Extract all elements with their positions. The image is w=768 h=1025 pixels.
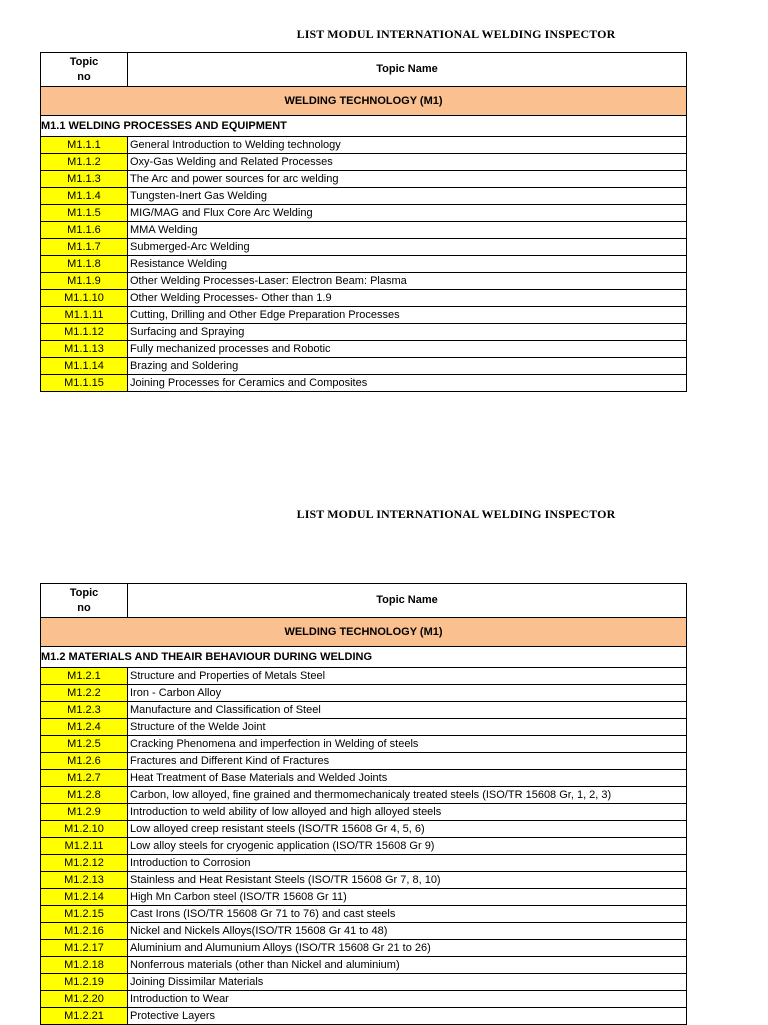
table-row [41, 940, 687, 957]
document-title: LIST MODUL INTERNATIONAL WELDING INSPECTOR [296, 27, 616, 41]
topic-name: MIG/MAG and Flux Core Arc Welding [128, 205, 687, 222]
topic-code: M1.1.6 [41, 222, 128, 239]
topic-code: M1.2.21 [41, 1008, 128, 1025]
topic-code: M1.2.17 [41, 940, 128, 957]
topic-name: General Introduction to Welding technology [128, 137, 687, 154]
section-title: M1.1 WELDING PROCESSES AND EQUIPMENT [41, 116, 687, 137]
topic-name: The Arc and power sources for arc welding [128, 171, 687, 188]
topic-code: M1.2.15 [41, 906, 128, 923]
table-row [41, 753, 687, 770]
topic-name: Brazing and Soldering [128, 358, 687, 375]
topic-code: M1.1.5 [41, 205, 128, 222]
header-row [41, 53, 687, 87]
topic-code: M1.1.12 [41, 324, 128, 341]
topic-code: M1.1.7 [41, 239, 128, 256]
table-row [41, 923, 687, 940]
topic-name: Cracking Phenomena and imperfection in Welding of steels [128, 736, 687, 753]
topic-name: Manufacture and Classification of Steel [128, 702, 687, 719]
table-row [41, 957, 687, 974]
table-row [41, 375, 687, 392]
table-row [41, 324, 687, 341]
table-row [41, 719, 687, 736]
section-row [41, 116, 687, 137]
table-row [41, 821, 687, 838]
section-row [41, 647, 687, 668]
topic-name: Introduction to Corrosion [128, 855, 687, 872]
topic-code: M1.1.14 [41, 358, 128, 375]
topic-code: M1.2.12 [41, 855, 128, 872]
topic-code: M1.1.3 [41, 171, 128, 188]
table-row [41, 974, 687, 991]
topic-table [40, 583, 687, 1025]
table-row [41, 872, 687, 889]
table-row [41, 1008, 687, 1025]
topic-name: MMA Welding [128, 222, 687, 239]
topic-code: M1.1.2 [41, 154, 128, 171]
topic-name: Submerged-Arc Welding [128, 239, 687, 256]
topic-code: M1.1.1 [41, 137, 128, 154]
topic-name: Low alloyed creep resistant steels (ISO/TR 15608 Gr 4, 5, 6) [128, 821, 687, 838]
topic-name: Carbon, low alloyed, fine grained and thermomechanicaly treated steels (ISO/TR 15608 Gr, 1, 2, 3) [128, 787, 687, 804]
topic-name: Heat Treatment of Base Materials and Welded Joints [128, 770, 687, 787]
topic-name: Stainless and Heat Resistant Steels (ISO/TR 15608 Gr 7, 8, 10) [128, 872, 687, 889]
topic-name: High Mn Carbon steel (ISO/TR 15608 Gr 11) [128, 889, 687, 906]
section-title: M1.2 MATERIALS AND THEAIR BEHAVIOUR DURING WELDING [41, 647, 687, 668]
topic-code: M1.2.2 [41, 685, 128, 702]
topic-code: M1.1.13 [41, 341, 128, 358]
topic-name-header: Topic Name [128, 53, 687, 87]
table-row [41, 154, 687, 171]
module-title: WELDING TECHNOLOGY (M1) [41, 87, 687, 116]
topic-code: M1.2.19 [41, 974, 128, 991]
topic-name: Introduction to weld ability of low alloyed and high alloyed steels [128, 804, 687, 821]
topic-no-header-line2: no [77, 70, 91, 83]
topic-code: M1.1.15 [41, 375, 128, 392]
table-row [41, 804, 687, 821]
topic-name: Fully mechanized processes and Robotic [128, 341, 687, 358]
topic-code: M1.2.1 [41, 668, 128, 685]
topic-code: M1.2.4 [41, 719, 128, 736]
table-row [41, 906, 687, 923]
table-row [41, 205, 687, 222]
topic-code: M1.2.20 [41, 991, 128, 1008]
topic-name: Structure and Properties of Metals Steel [128, 668, 687, 685]
table-row [41, 668, 687, 685]
table-row [41, 736, 687, 753]
module-title: WELDING TECHNOLOGY (M1) [41, 618, 687, 647]
table-row [41, 838, 687, 855]
topic-name: Low alloy steels for cryogenic application (ISO/TR 15608 Gr 9) [128, 838, 687, 855]
topic-code: M1.2.7 [41, 770, 128, 787]
table-row [41, 702, 687, 719]
topic-no-header-line1: Topic [69, 55, 99, 68]
table-row [41, 239, 687, 256]
table-row [41, 290, 687, 307]
topic-name: Resistance Welding [128, 256, 687, 273]
topic-no-header [41, 53, 128, 87]
topic-code: M1.1.11 [41, 307, 128, 324]
topic-name: Aluminium and Alumunium Alloys (ISO/TR 15608 Gr 21 to 26) [128, 940, 687, 957]
table-row [41, 358, 687, 375]
topic-code: M1.2.6 [41, 753, 128, 770]
topic-name: Introduction to Wear [128, 991, 687, 1008]
table-row [41, 341, 687, 358]
topic-name: Nickel and Nickels Alloys(ISO/TR 15608 Gr 41 to 48) [128, 923, 687, 940]
topic-no-header-line2: no [77, 601, 91, 614]
topic-code: M1.2.3 [41, 702, 128, 719]
topic-name: Structure of the Welde Joint [128, 719, 687, 736]
table-row [41, 307, 687, 324]
topic-name: Joining Dissimilar Materials [128, 974, 687, 991]
topic-name: Iron - Carbon Alloy [128, 685, 687, 702]
topic-name: Joining Processes for Ceramics and Composites [128, 375, 687, 392]
module-row [41, 87, 687, 116]
topic-code: M1.2.18 [41, 957, 128, 974]
topic-name-header: Topic Name [128, 584, 687, 618]
topic-table [40, 52, 687, 392]
topic-code: M1.2.5 [41, 736, 128, 753]
table-row [41, 188, 687, 205]
header-row [41, 584, 687, 618]
table-row [41, 171, 687, 188]
topic-code: M1.2.13 [41, 872, 128, 889]
topic-code: M1.1.9 [41, 273, 128, 290]
topic-name: Other Welding Processes- Other than 1.9 [128, 290, 687, 307]
topic-code: M1.1.8 [41, 256, 128, 273]
topic-name: Fractures and Different Kind of Fractures [128, 753, 687, 770]
table-row [41, 855, 687, 872]
table-row [41, 770, 687, 787]
module-row [41, 618, 687, 647]
topic-code: M1.1.4 [41, 188, 128, 205]
table-row [41, 685, 687, 702]
topic-code: M1.2.10 [41, 821, 128, 838]
table-row [41, 256, 687, 273]
topic-name: Cast Irons (ISO/TR 15608 Gr 71 to 76) and cast steels [128, 906, 687, 923]
topic-code: M1.2.14 [41, 889, 128, 906]
topic-name: Cutting, Drilling and Other Edge Preparation Processes [128, 307, 687, 324]
table-row [41, 273, 687, 290]
table-row [41, 137, 687, 154]
topic-name: Protective Layers [128, 1008, 687, 1025]
topic-code: M1.2.8 [41, 787, 128, 804]
topic-name: Tungsten-Inert Gas Welding [128, 188, 687, 205]
table-row [41, 889, 687, 906]
document-title: LIST MODUL INTERNATIONAL WELDING INSPECTOR [296, 507, 616, 521]
topic-code: M1.2.9 [41, 804, 128, 821]
topic-name: Oxy-Gas Welding and Related Processes [128, 154, 687, 171]
topic-code: M1.1.10 [41, 290, 128, 307]
topic-name: Other Welding Processes-Laser: Electron Beam: Plasma [128, 273, 687, 290]
topic-code: M1.2.16 [41, 923, 128, 940]
table-row [41, 787, 687, 804]
topic-code: M1.2.11 [41, 838, 128, 855]
topic-no-header [41, 584, 128, 618]
topic-name: Nonferrous materials (other than Nickel and aluminium) [128, 957, 687, 974]
topic-name: Surfacing and Spraying [128, 324, 687, 341]
topic-no-header-line1: Topic [69, 586, 99, 599]
table-row [41, 222, 687, 239]
table-row [41, 991, 687, 1008]
